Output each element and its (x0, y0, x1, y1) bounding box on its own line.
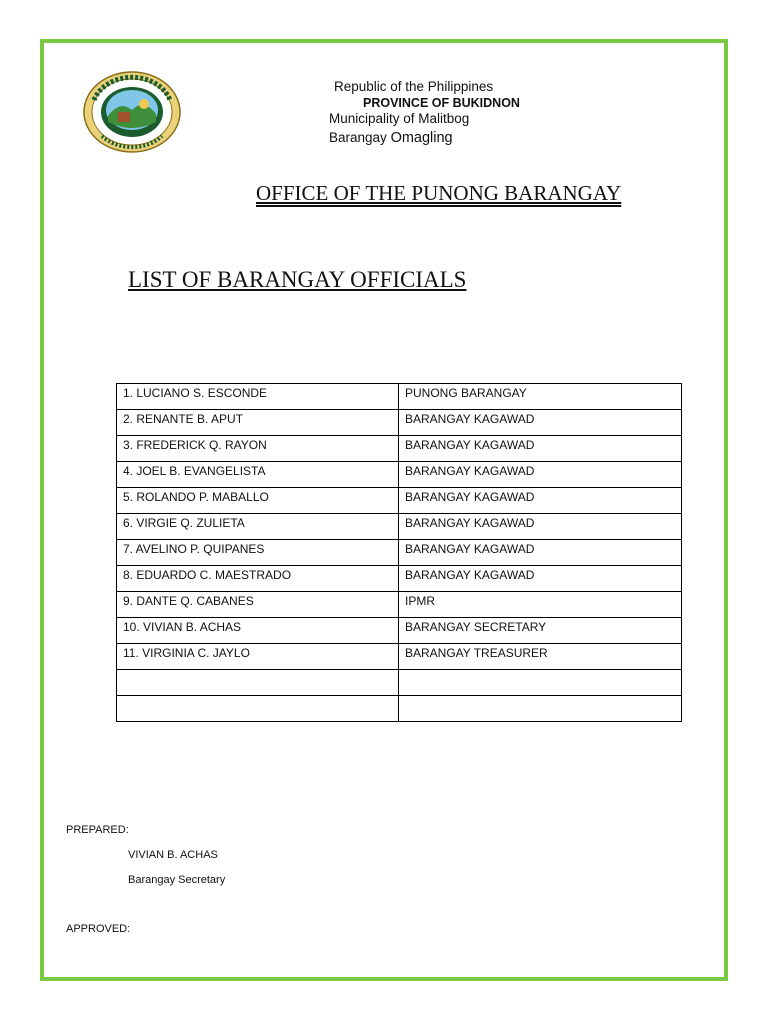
official-position-cell: BARANGAY KAGAWAD (399, 488, 682, 514)
official-position-cell: BARANGAY TREASURER (399, 644, 682, 670)
prepared-title: Barangay Secretary (128, 874, 226, 886)
table-row (117, 436, 682, 462)
official-name-cell: 6. VIRGIE Q. ZULIETA (117, 514, 399, 540)
table-row (117, 488, 682, 514)
official-position-cell: BARANGAY SECRETARY (399, 618, 682, 644)
table-row (117, 410, 682, 436)
official-name-cell: 5. ROLANDO P. MABALLO (117, 488, 399, 514)
table-row (117, 618, 682, 644)
official-position-cell: PUNONG BARANGAY (399, 384, 682, 410)
office-title: OFFICE OF THE PUNONG BARANGAY (256, 181, 622, 205)
official-name-cell: 8. EDUARDO C. MAESTRADO (117, 566, 399, 592)
table-row (117, 514, 682, 540)
official-name-cell: 3. FREDERICK Q. RAYON (117, 436, 399, 462)
list-title: LIST OF BARANGAY OFFICIALS (128, 267, 467, 292)
header-municipality: Municipality of Malitbog (329, 111, 470, 126)
prepared-label: PREPARED: (66, 824, 129, 836)
official-name-cell: 10. VIVIAN B. ACHAS (117, 618, 399, 644)
header-province: PROVINCE OF BUKIDNON (363, 96, 520, 110)
table-row (117, 644, 682, 670)
barangay-seal-logo (82, 70, 182, 154)
official-position-cell (399, 670, 682, 696)
official-name-cell: 7. AVELINO P. QUIPANES (117, 540, 399, 566)
official-position-cell: BARANGAY KAGAWAD (399, 566, 682, 592)
header-republic: Republic of the Philippines (334, 79, 494, 94)
table-row (117, 592, 682, 618)
official-name-cell: 9. DANTE Q. CABANES (117, 592, 399, 618)
officials-table (116, 383, 682, 722)
table-row (117, 462, 682, 488)
official-name-cell: 11. VIRGINIA C. JAYLO (117, 644, 399, 670)
official-position-cell: BARANGAY KAGAWAD (399, 462, 682, 488)
approved-label: APPROVED: (66, 923, 131, 935)
table-row (117, 670, 682, 696)
official-position-cell: BARANGAY KAGAWAD (399, 410, 682, 436)
official-name-cell (117, 696, 399, 722)
table-row (117, 696, 682, 722)
official-position-cell: BARANGAY KAGAWAD (399, 436, 682, 462)
official-position-cell (399, 696, 682, 722)
officials-table-body (117, 384, 682, 722)
header-barangay-prefix: Barangay (329, 130, 387, 145)
header-barangay (329, 130, 453, 146)
official-name-cell: 2. RENANTE B. APUT (117, 410, 399, 436)
table-row (117, 384, 682, 410)
official-name-cell: 4. JOEL B. EVANGELISTA (117, 462, 399, 488)
table-row (117, 566, 682, 592)
official-position-cell: BARANGAY KAGAWAD (399, 514, 682, 540)
header-barangay-name: Omagling (390, 130, 453, 146)
official-name-cell: 1. LUCIANO S. ESCONDE (117, 384, 399, 410)
official-position-cell: IPMR (399, 592, 682, 618)
official-name-cell (117, 670, 399, 696)
prepared-name: VIVIAN B. ACHAS (128, 849, 218, 861)
table-row (117, 540, 682, 566)
official-position-cell: BARANGAY KAGAWAD (399, 540, 682, 566)
